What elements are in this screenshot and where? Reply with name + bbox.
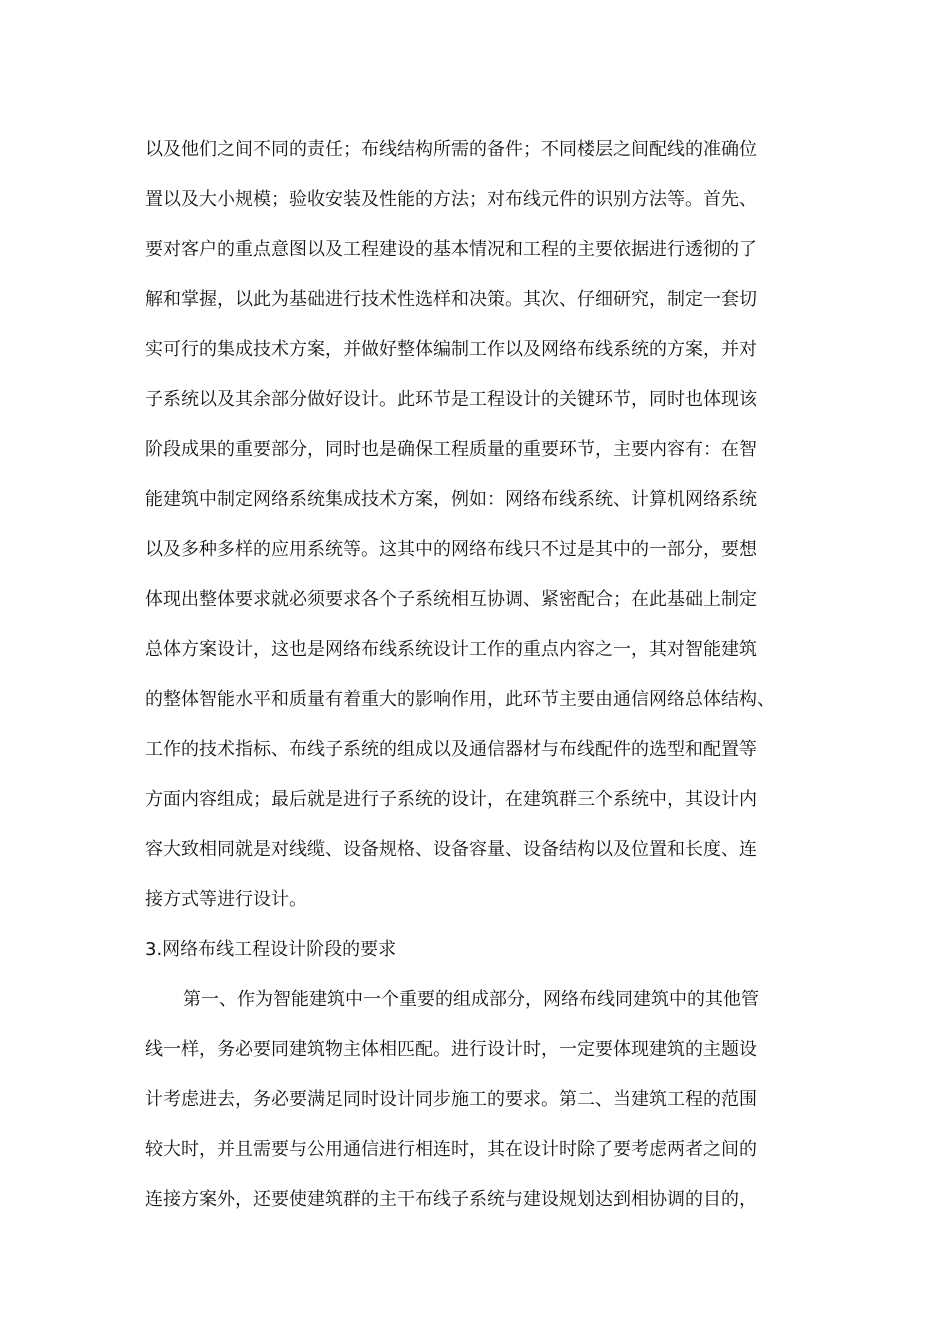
text-line: 连接方案外，还要使建筑群的主干布线子系统与建设规划达到相协调的目的， [145, 1189, 757, 1210]
text-line: 能建筑中制定网络系统集成技术方案，例如：网络布线系统、计算机网络系统 [145, 489, 757, 510]
text-line: 计考虑进去，务必要满足同时设计同步施工的要求。第二、当建筑工程的范围 [145, 1089, 757, 1110]
text-line: 较大时，并且需要与公用通信进行相连时，其在设计时除了要考虑两者之间的 [145, 1139, 757, 1160]
section-heading: 3.网络布线工程设计阶段的要求 [145, 939, 397, 960]
text-line: 要对客户的重点意图以及工程建设的基本情况和工程的主要依据进行透彻的了 [145, 239, 757, 260]
text-line: 子系统以及其余部分做好设计。此环节是工程设计的关键环节，同时也体现该 [145, 389, 757, 410]
text-line: 以及他们之间不同的责任；布线结构所需的备件；不同楼层之间配线的准确位 [145, 139, 757, 160]
text-line: 阶段成果的重要部分，同时也是确保工程质量的重要环节，主要内容有：在智 [145, 439, 757, 460]
text-line: 第一、作为智能建筑中一个重要的组成部分，网络布线同建筑中的其他管 [183, 989, 759, 1010]
text-line: 线一样，务必要同建筑物主体相匹配。进行设计时，一定要体现建筑的主题设 [145, 1039, 757, 1060]
text-line: 解和掌握，以此为基础进行技术性选样和决策。其次、仔细研究，制定一套切 [145, 289, 757, 310]
text-line: 置以及大小规模；验收安装及性能的方法；对布线元件的识别方法等。首先、 [145, 189, 757, 210]
text-line: 实可行的集成技术方案，并做好整体编制工作以及网络布线系统的方案，并对 [145, 339, 757, 360]
text-line: 总体方案设计，这也是网络布线系统设计工作的重点内容之一，其对智能建筑 [145, 639, 757, 660]
text-line: 以及多种多样的应用系统等。这其中的网络布线只不过是其中的一部分，要想 [145, 539, 757, 560]
text-line: 方面内容组成；最后就是进行子系统的设计，在建筑群三个系统中，其设计内 [145, 789, 757, 810]
text-line: 的整体智能水平和质量有着重大的影响作用，此环节主要由通信网络总体结构、 [145, 689, 775, 710]
text-line: 体现出整体要求就必须要求各个子系统相互协调、紧密配合；在此基础上制定 [145, 589, 757, 610]
text-line: 接方式等进行设计。 [145, 889, 307, 910]
text-line: 工作的技术指标、布线子系统的组成以及通信器材与布线配件的选型和配置等 [145, 739, 757, 760]
text-line: 容大致相同就是对线缆、设备规格、设备容量、设备结构以及位置和长度、连 [145, 839, 757, 860]
